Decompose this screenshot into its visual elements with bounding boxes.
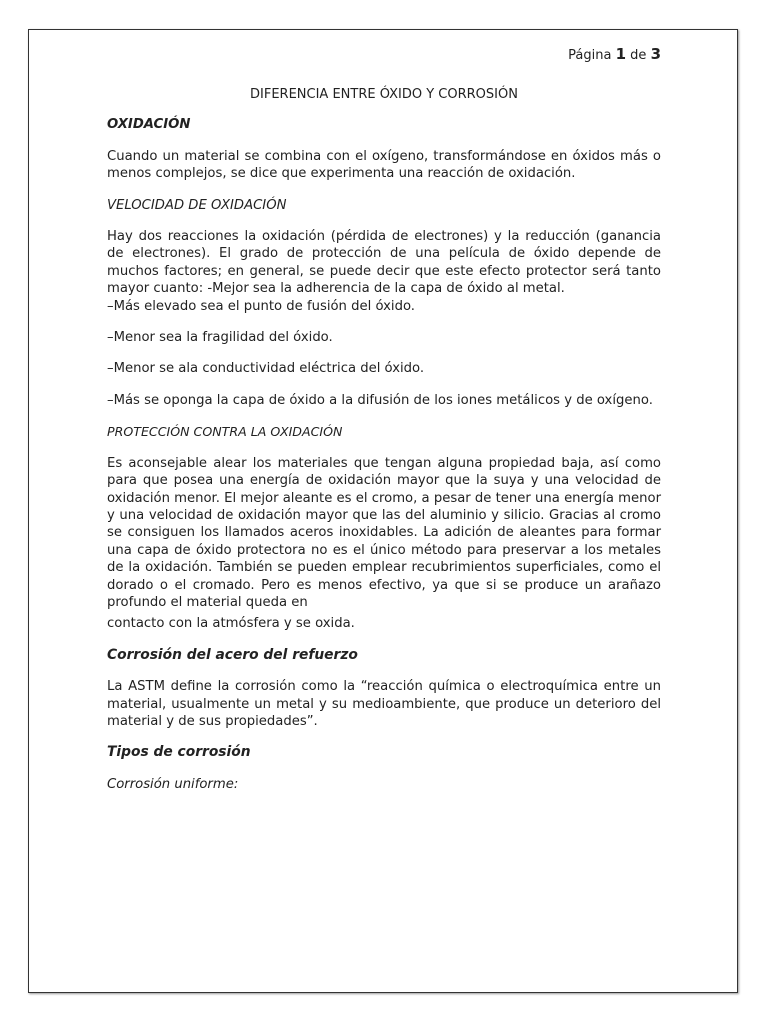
heading-corrosion-acero: Corrosión del acero del refuerzo xyxy=(107,646,358,663)
heading-proteccion: PROTECCIÓN CONTRA LA OXIDACIÓN xyxy=(107,424,343,440)
page-label: Página xyxy=(568,48,612,63)
paragraph-fusion: –Más elevado sea el punto de fusión del óxido. xyxy=(107,298,415,314)
heading-oxidacion: OXIDACIÓN xyxy=(107,117,191,133)
heading-velocidad: VELOCIDAD DE OXIDACIÓN xyxy=(107,197,287,213)
page-number xyxy=(107,44,661,66)
page-total: 3 xyxy=(650,45,661,63)
document-title: DIFERENCIA ENTRE ÓXIDO Y CORROSIÓN xyxy=(250,87,518,102)
paragraph-proteccion: Es aconsejable alear los materiales que tengan alguna propiedad baja, así como para que posea una energía de oxidación mayor que la suya y una velocidad de oxidación menor. El mejor aleante es el cromo, a pesar de tener una energía menor y una velocidad de oxidación mayor que las del aluminio y silicio. Gracias al cromo se consiguen los llamados aceros inoxidables. La adición de aleantes para formar una capa de óxido protectora no es el único método para preservar a los metales de la oxidación. También se pueden emplear recubrimientos superficiales, como el dorado o el cromado. Pero es menos efectivo, ya que si se produce un arañazo profundo el material queda en xyxy=(107,455,661,610)
paragraph-astm: La ASTM define la corrosión como la “reacción química o electroquímica entre un material, usualmente un metal y su medioambiente, que produce un deterioro del material y de sus propiedades”. xyxy=(107,679,661,729)
paragraph-intro: Cuando un material se combina con el oxígeno, transformándose en óxidos más o menos complejos, se dice que experimenta una reacción de oxidación. xyxy=(107,148,661,182)
document-page xyxy=(28,29,738,993)
paragraph-proteccion-end: contacto con la atmósfera y se oxida. xyxy=(107,616,355,632)
heading-uniforme: Corrosión uniforme: xyxy=(107,776,239,792)
paragraph-difusion: –Más se oponga la capa de óxido a la difusión de los iones metálicos y de oxígeno. xyxy=(107,392,653,408)
page-current: 1 xyxy=(615,45,627,63)
heading-tipos: Tipos de corrosión xyxy=(107,744,251,761)
paragraph-fragilidad: –Menor sea la fragilidad del óxido. xyxy=(107,330,333,346)
page-of: de xyxy=(630,48,647,63)
page-content xyxy=(107,44,661,807)
paragraph-reacciones: Hay dos reacciones la oxidación (pérdida de electrones) y la reducción (ganancia de electrones). El grado de protección de una película de óxido depende de muchos factores; en general, se puede decir que este efecto protector será tanto mayor cuanto: -Mejor sea la adherencia de la capa de óxido al metal. xyxy=(107,229,661,297)
paragraph-conductividad: –Menor se ala conductividad eléctrica del óxido. xyxy=(107,361,425,377)
